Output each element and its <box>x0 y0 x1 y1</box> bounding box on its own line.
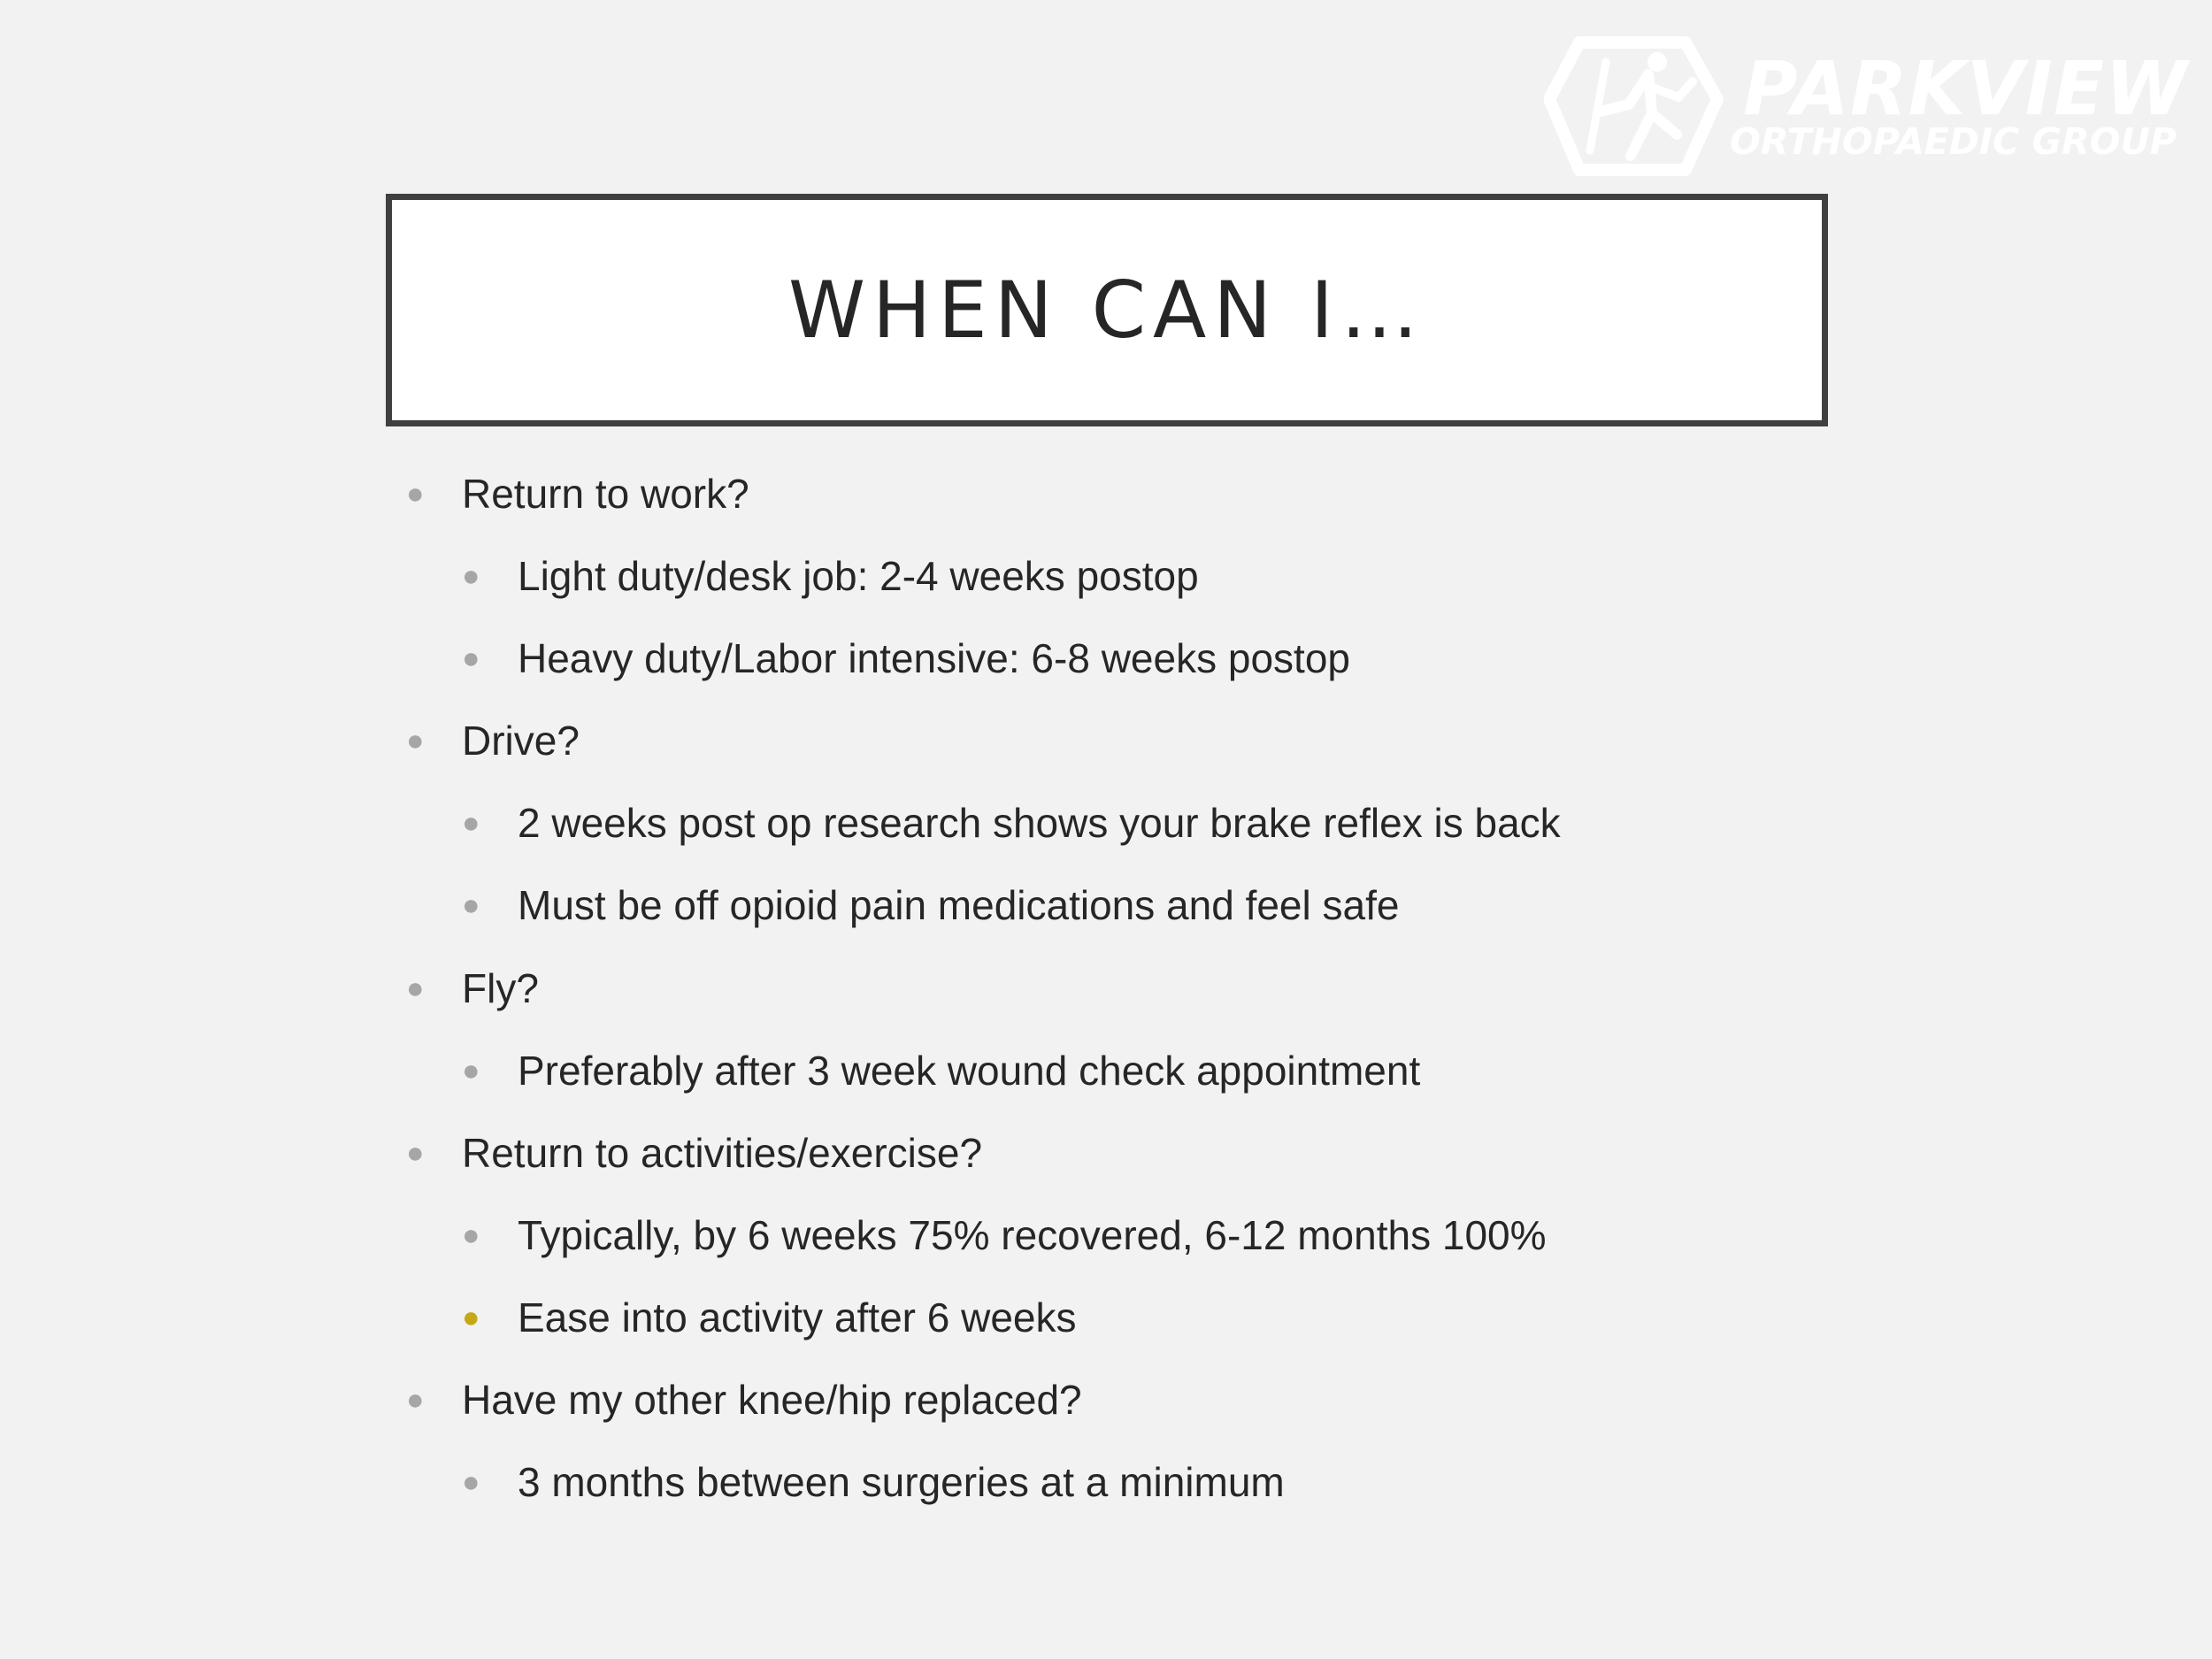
list-item-text: Ease into activity after 6 weeks <box>518 1294 1077 1340</box>
bullet-icon: ● <box>462 1217 480 1252</box>
list-item <box>403 712 1907 795</box>
list-item <box>403 630 1907 712</box>
title-box <box>386 194 1828 426</box>
list-item-text: Return to activities/exercise? <box>462 1129 983 1176</box>
list-item <box>403 1042 1907 1125</box>
list-item <box>403 795 1907 877</box>
bullet-icon: ● <box>406 724 425 758</box>
list-item <box>403 465 1907 548</box>
list-item-text: Return to work? <box>462 471 749 517</box>
slide-title: WHEN CAN I… <box>788 265 1425 356</box>
bullet-icon: ● <box>462 559 480 594</box>
parkview-logo <box>1544 35 2188 177</box>
bullet-icon: ● <box>406 477 425 511</box>
list-item-text: Must be off opioid pain medications and feel safe <box>518 882 1400 929</box>
list-item <box>403 877 1907 959</box>
bullet-icon: ● <box>406 971 425 1005</box>
list-item <box>403 1454 1907 1536</box>
list-item-text: Heavy duty/Labor intensive: 6-8 weeks postop <box>518 635 1350 682</box>
list-item <box>403 1371 1907 1454</box>
list-item-text: 2 weeks post op research shows your brake reflex is back <box>518 800 1561 847</box>
bullet-icon: ● <box>462 1300 480 1334</box>
bullet-icon: ● <box>462 1053 480 1087</box>
bullet-icon: ● <box>462 1465 480 1500</box>
runner-icon <box>1544 35 1730 177</box>
list-item-text: Fly? <box>462 964 539 1011</box>
list-item-text: Typically, by 6 weeks 75% recovered, 6-12 months 100% <box>518 1211 1547 1258</box>
bullet-icon: ● <box>406 1135 425 1170</box>
bullet-icon: ● <box>462 806 480 841</box>
list-item <box>403 548 1907 630</box>
list-item <box>403 960 1907 1042</box>
list-item-text: Have my other knee/hip replaced? <box>462 1377 1082 1424</box>
list-item-text: 3 months between surgeries at a minimum <box>518 1459 1285 1506</box>
list-item-text: Drive? <box>462 718 580 764</box>
bullet-icon: ● <box>462 888 480 923</box>
bullet-list <box>403 465 1907 1536</box>
list-item <box>403 1207 1907 1289</box>
list-item-text: Preferably after 3 week wound check appointment <box>518 1047 1421 1094</box>
list-item <box>403 1125 1907 1207</box>
bullet-icon: ● <box>462 641 480 676</box>
bullet-icon: ● <box>406 1383 425 1417</box>
list-item <box>403 1289 1907 1371</box>
logo-name: PARKVIEW <box>1743 45 2188 132</box>
list-item-text: Light duty/desk job: 2-4 weeks postop <box>518 553 1199 600</box>
logo-subtitle: ORTHOPAEDIC GROUP <box>1730 120 2177 163</box>
